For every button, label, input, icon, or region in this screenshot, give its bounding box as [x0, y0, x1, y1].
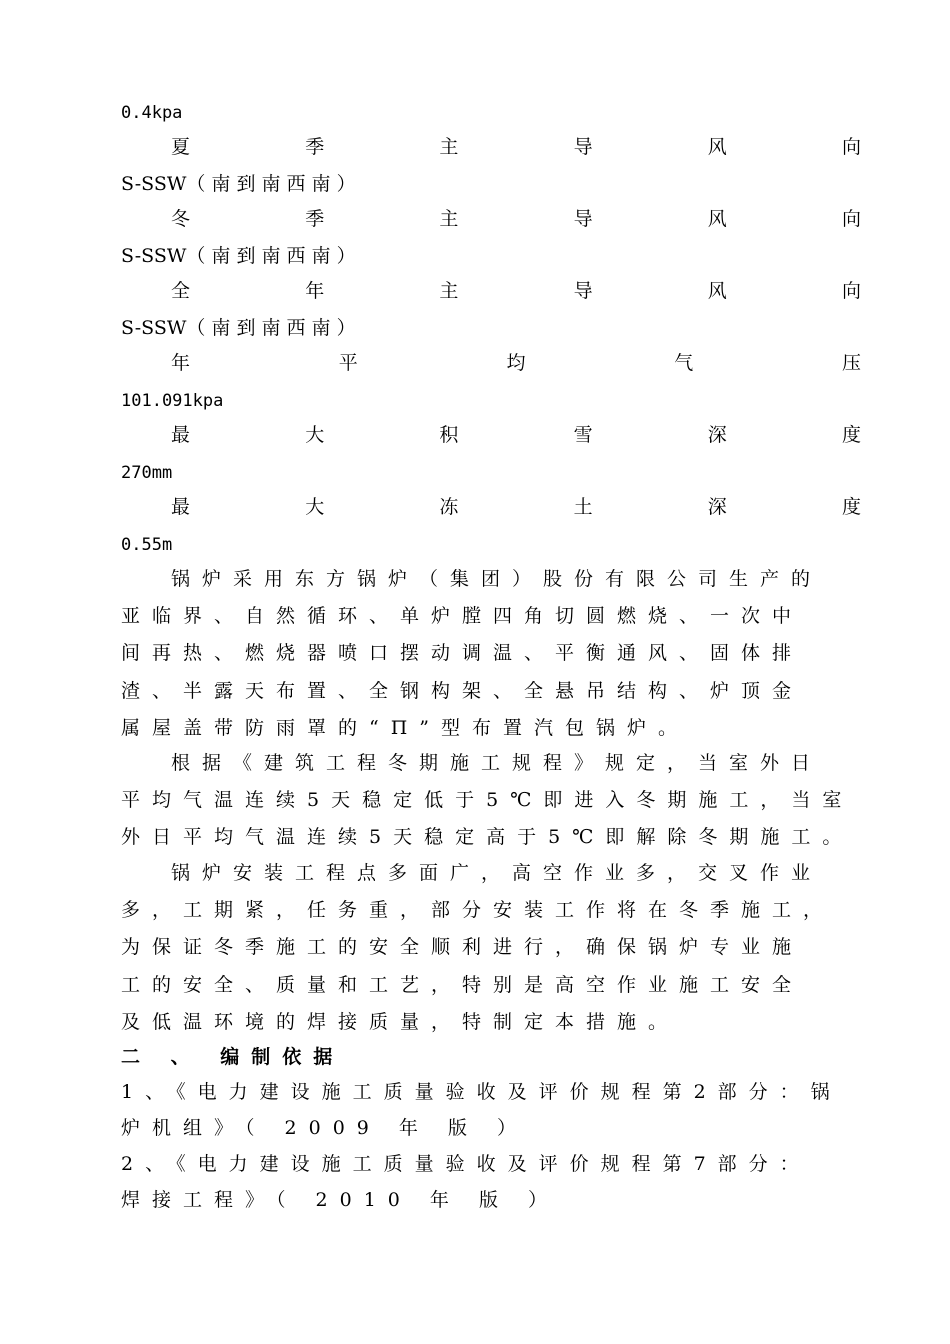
char: 深 — [707, 424, 727, 446]
text-line: S-SSW（ 南 到 南 西 南 ） — [121, 317, 356, 339]
paragraph-line: 亚临界、自然循环、单炉膛四角切圆燃烧、一次中 — [121, 605, 804, 627]
char: 平 — [338, 352, 358, 374]
char: 向 — [841, 208, 861, 230]
char: 向 — [841, 280, 861, 302]
text-line-spread — [171, 134, 861, 160]
char: 气 — [674, 352, 694, 374]
list-item-continuation: 炉机组》（ 2009 年 版 ） — [121, 1117, 529, 1139]
char: 风 — [707, 136, 727, 158]
char: 夏 — [171, 136, 191, 158]
char: 土 — [573, 496, 593, 518]
char: 均 — [506, 352, 526, 374]
paragraph-line: 属屋盖带防雨罩的“Π”型布置汽包锅炉。 — [121, 717, 689, 739]
text-line: 0.4kpa — [121, 103, 183, 123]
char: 风 — [707, 208, 727, 230]
text-line: 101.091kpa — [121, 391, 224, 411]
text-line-spread — [171, 206, 861, 232]
char: 压 — [841, 352, 861, 374]
char: 冬 — [171, 208, 191, 230]
char: 大 — [305, 496, 325, 518]
char: 度 — [841, 424, 861, 446]
list-item-continuation: 焊接工程》（ 2010 年 版 ） — [121, 1189, 560, 1211]
text-line-spread — [171, 422, 861, 448]
text-line-spread — [171, 350, 861, 376]
char: 季 — [305, 136, 325, 158]
char: 风 — [707, 280, 727, 302]
paragraph-line: 多，工期紧，任务重，部分安装工作将在冬季施工， — [121, 899, 835, 921]
char: 全 — [171, 280, 191, 302]
char: 导 — [573, 280, 593, 302]
char: 最 — [171, 424, 191, 446]
paragraph-line: 及低温环境的焊接质量，特制定本措施。 — [121, 1011, 680, 1033]
char: 向 — [841, 136, 861, 158]
paragraph-line: 间再热、燃烧器喷口摆动调温、平衡通风、固体排 — [121, 642, 804, 664]
char: 主 — [439, 280, 459, 302]
char: 最 — [171, 496, 191, 518]
char: 积 — [439, 424, 459, 446]
char: 主 — [439, 136, 459, 158]
paragraph-line: 渣、半露天布置、全钢构架、全悬吊结构、炉顶金 — [121, 680, 804, 702]
paragraph-line: 平均气温连续5天稳定低于5℃即进入冬期施工，当室 — [121, 789, 854, 811]
paragraph-line: 外日平均气温连续5天稳定高于5℃即解除冬期施工。 — [121, 826, 854, 848]
paragraph-line: 锅炉安装工程点多面广，高空作业多，交叉作业 — [171, 862, 823, 884]
char: 导 — [573, 208, 593, 230]
text-line-spread — [171, 278, 861, 304]
list-item: 2、《电力建设施工质量验收及评价规程第7部分： — [121, 1153, 811, 1175]
char: 雪 — [573, 424, 593, 446]
char: 大 — [305, 424, 325, 446]
paragraph-line: 根据《建筑工程冬期施工规程》规定，当室外日 — [171, 752, 823, 774]
char: 深 — [707, 496, 727, 518]
char: 度 — [841, 496, 861, 518]
char: 年 — [305, 280, 325, 302]
char: 年 — [171, 352, 191, 374]
text-line: 0.55m — [121, 535, 173, 555]
text-line: 270mm — [121, 463, 173, 483]
paragraph-line: 工的安全、质量和工艺，特别是高空作业施工安全 — [121, 974, 804, 996]
char: 主 — [439, 208, 459, 230]
char: 冻 — [439, 496, 459, 518]
paragraph-line: 为保证冬季施工的安全顺利进行，确保锅炉专业施 — [121, 936, 804, 958]
list-item: 1、《电力建设施工质量验收及评价规程第2部分：锅 — [121, 1081, 842, 1103]
text-line-spread — [171, 494, 861, 520]
char: 导 — [573, 136, 593, 158]
text-line: S-SSW（ 南 到 南 西 南 ） — [121, 173, 356, 195]
paragraph-line: 锅炉采用东方锅炉（集团）股份有限公司生产的 — [171, 568, 823, 590]
char: 季 — [305, 208, 325, 230]
section-heading: 二 、 编制依据 — [121, 1046, 345, 1068]
text-line: S-SSW（ 南 到 南 西 南 ） — [121, 245, 356, 267]
